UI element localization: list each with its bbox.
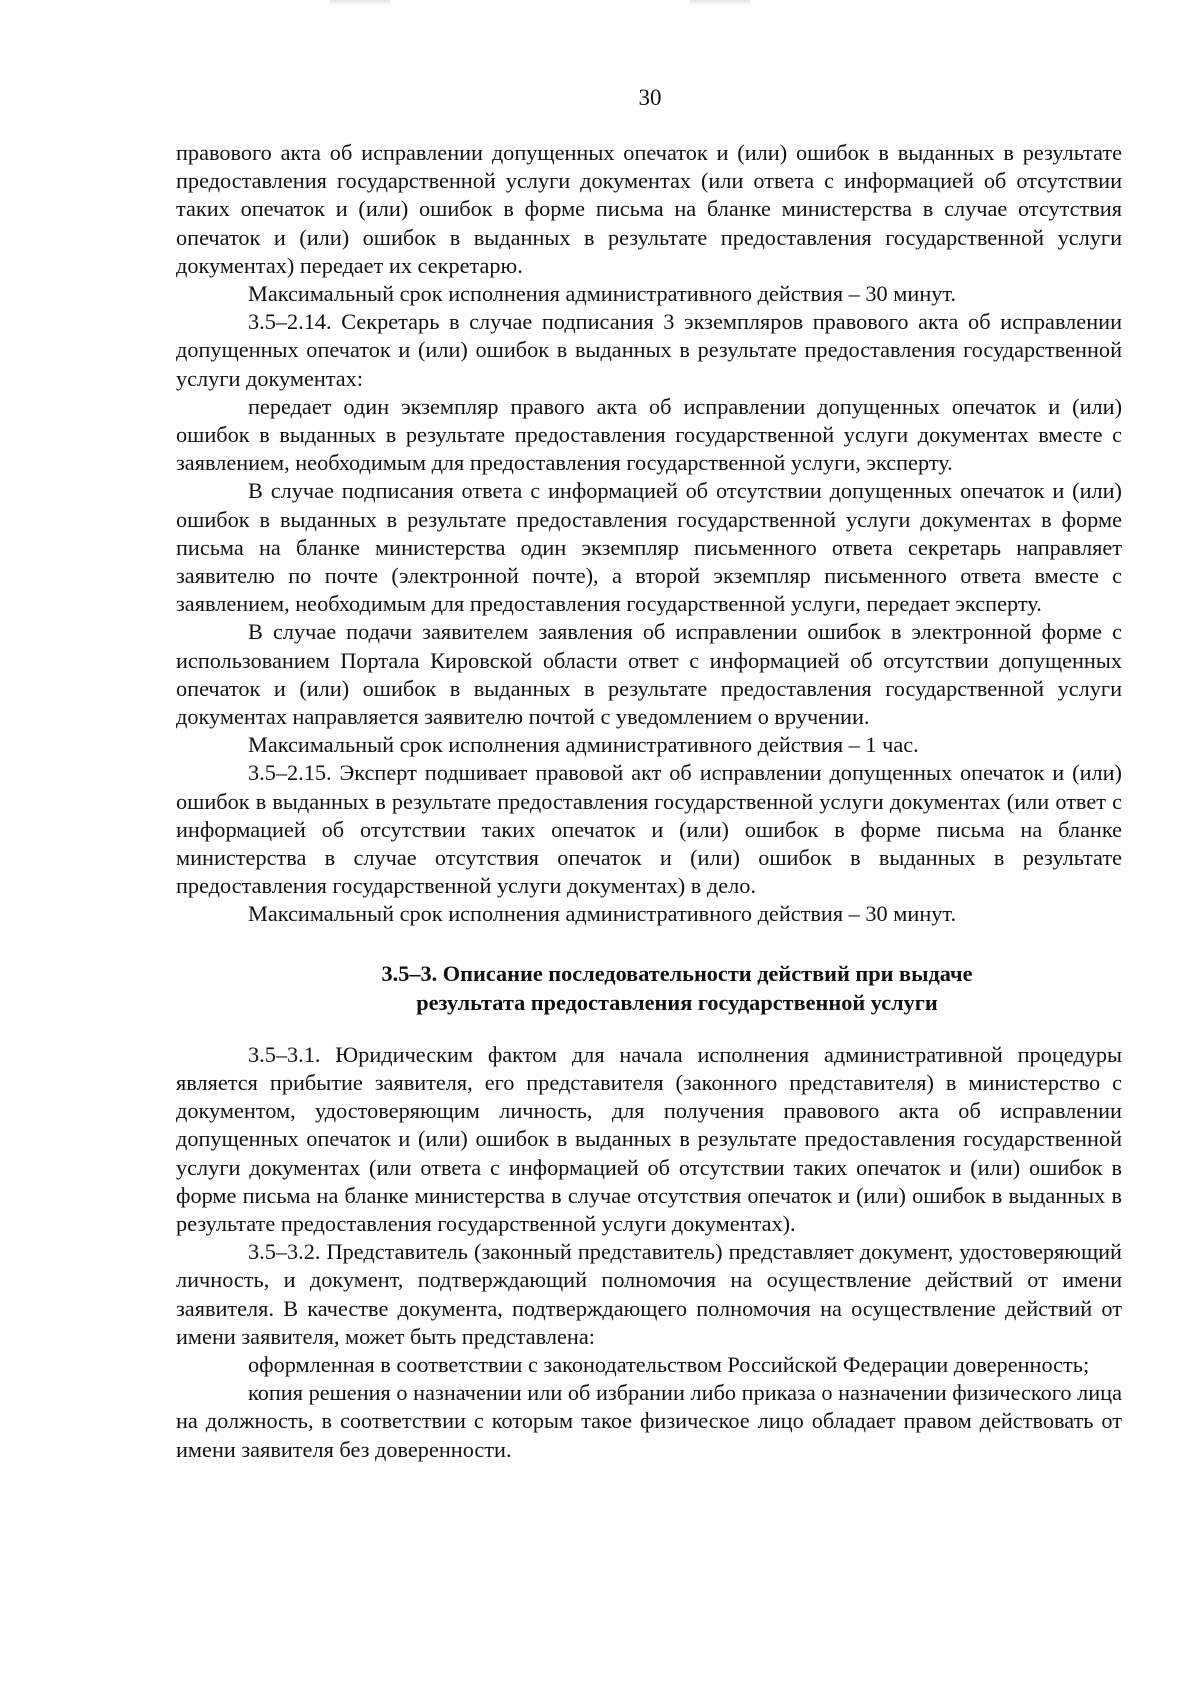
paragraph: Максимальный срок исполнения административного действия – 30 минут. bbox=[248, 281, 957, 307]
paragraph: оформленная в соответствии с законодательством Российской Федерации доверенность; bbox=[248, 1351, 1090, 1377]
paragraph: передает один экземпляр правого акта об исправлении допущенных опечаток и (или) ошибок в выданных в результате предоставления государственной услуги документах вместе с заявлением, необходимым для предоставления государственной услуги, эксперту. bbox=[176, 393, 1122, 476]
paragraph: Максимальный срок исполнения административного действия – 30 минут. bbox=[248, 901, 957, 927]
paragraph: 3.5–3.2. Представитель (законный представитель) представляет документ, удостоверяющий личность, и документ, подтверждающий полномочия на осуществление действий от имени заявителя. В качестве документа, подтверждающего полномочия на осуществление действий от имени заявителя, может быть представлена: bbox=[176, 1239, 1122, 1349]
paragraph: В случае подписания ответа с информацией об отсутствии допущенных опечаток и (или) ошибок в выданных в результате предоставления государственной услуги документах в форме письма на бланке министерства один экземпляр письменного ответа секретарь направляет заявителю по почте (электронной почте), а второй экземпляр письменного ответа вместе с заявлением, необходимым для предоставления государственной услуги, передает эксперту. bbox=[176, 478, 1122, 617]
section-heading-line: результата предоставления государственной услуги bbox=[416, 989, 938, 1015]
paragraph: 3.5–2.14. Секретарь в случае подписания 3 экземпляров правового акта об исправлении допущенных опечаток и (или) ошибок в выданных в результате предоставления государственной услуги документах: bbox=[176, 309, 1122, 391]
page-number: 30 bbox=[638, 85, 662, 110]
section-heading bbox=[176, 959, 1122, 1017]
paragraph: 3.5–2.15. Эксперт подшивает правовой акт об исправлении допущенных опечаток и (или) ошибок в выданных в результате предоставления государственной услуги документах (или ответ с информацией об отсутствии таких опечаток и (или) ошибок в форме письма на бланке министерства в случае отсутствия опечаток и (или) ошибок в выданных в результате предоставления государственной услуги документах) в дело. bbox=[176, 760, 1122, 899]
section-heading-line: 3.5–3. Описание последовательности действий при выдаче bbox=[381, 960, 973, 986]
paragraph: Максимальный срок исполнения административного действия – 1 час. bbox=[248, 732, 919, 758]
paragraph: копия решения о назначении или об избрании либо приказа о назначении физического лица на должность, в соответствии с которым такое физическое лицо обладает правом действовать от имени заявителя без доверенности. bbox=[176, 1380, 1122, 1462]
paragraph: В случае подачи заявителем заявления об исправлении ошибок в электронной форме с использованием Портала Кировской области ответ с информацией об отсутствии допущенных опечаток и (или) ошибок в выданных в результате предоставления государственной услуги документах направляется заявителю почтой с уведомлением о вручении. bbox=[176, 619, 1122, 730]
document-body bbox=[176, 139, 1122, 1464]
paragraph: правового акта об исправлении допущенных опечаток и (или) ошибок в выданных в результате предоставления государственной услуги документах (или ответа с информацией об отсутствии таких опечаток и (или) ошибок в форме письма на бланке министерства в случае отсутствия опечаток и (или) ошибок в выданных в результате предоставления государственной услуги документах) передает их секретарю. bbox=[176, 140, 1122, 278]
paragraph: 3.5–3.1. Юридическим фактом для начала исполнения административной процедуры является прибытие заявителя, его представителя (законного представителя) в министерство с документом, удостоверяющим личность, для получения правового акта об исправлении допущенных опечаток и (или) ошибок в выданных в результате предоставления государственной услуги документах (или ответа с информацией об отсутствии таких опечаток и (или) ошибок в форме письма на бланке министерства в случае отсутствия опечаток и (или) ошибок в выданных в результате предоставления государственной услуги документах). bbox=[176, 1041, 1122, 1236]
scan-edge-mark bbox=[330, 0, 390, 5]
scan-edge-mark bbox=[690, 0, 750, 5]
